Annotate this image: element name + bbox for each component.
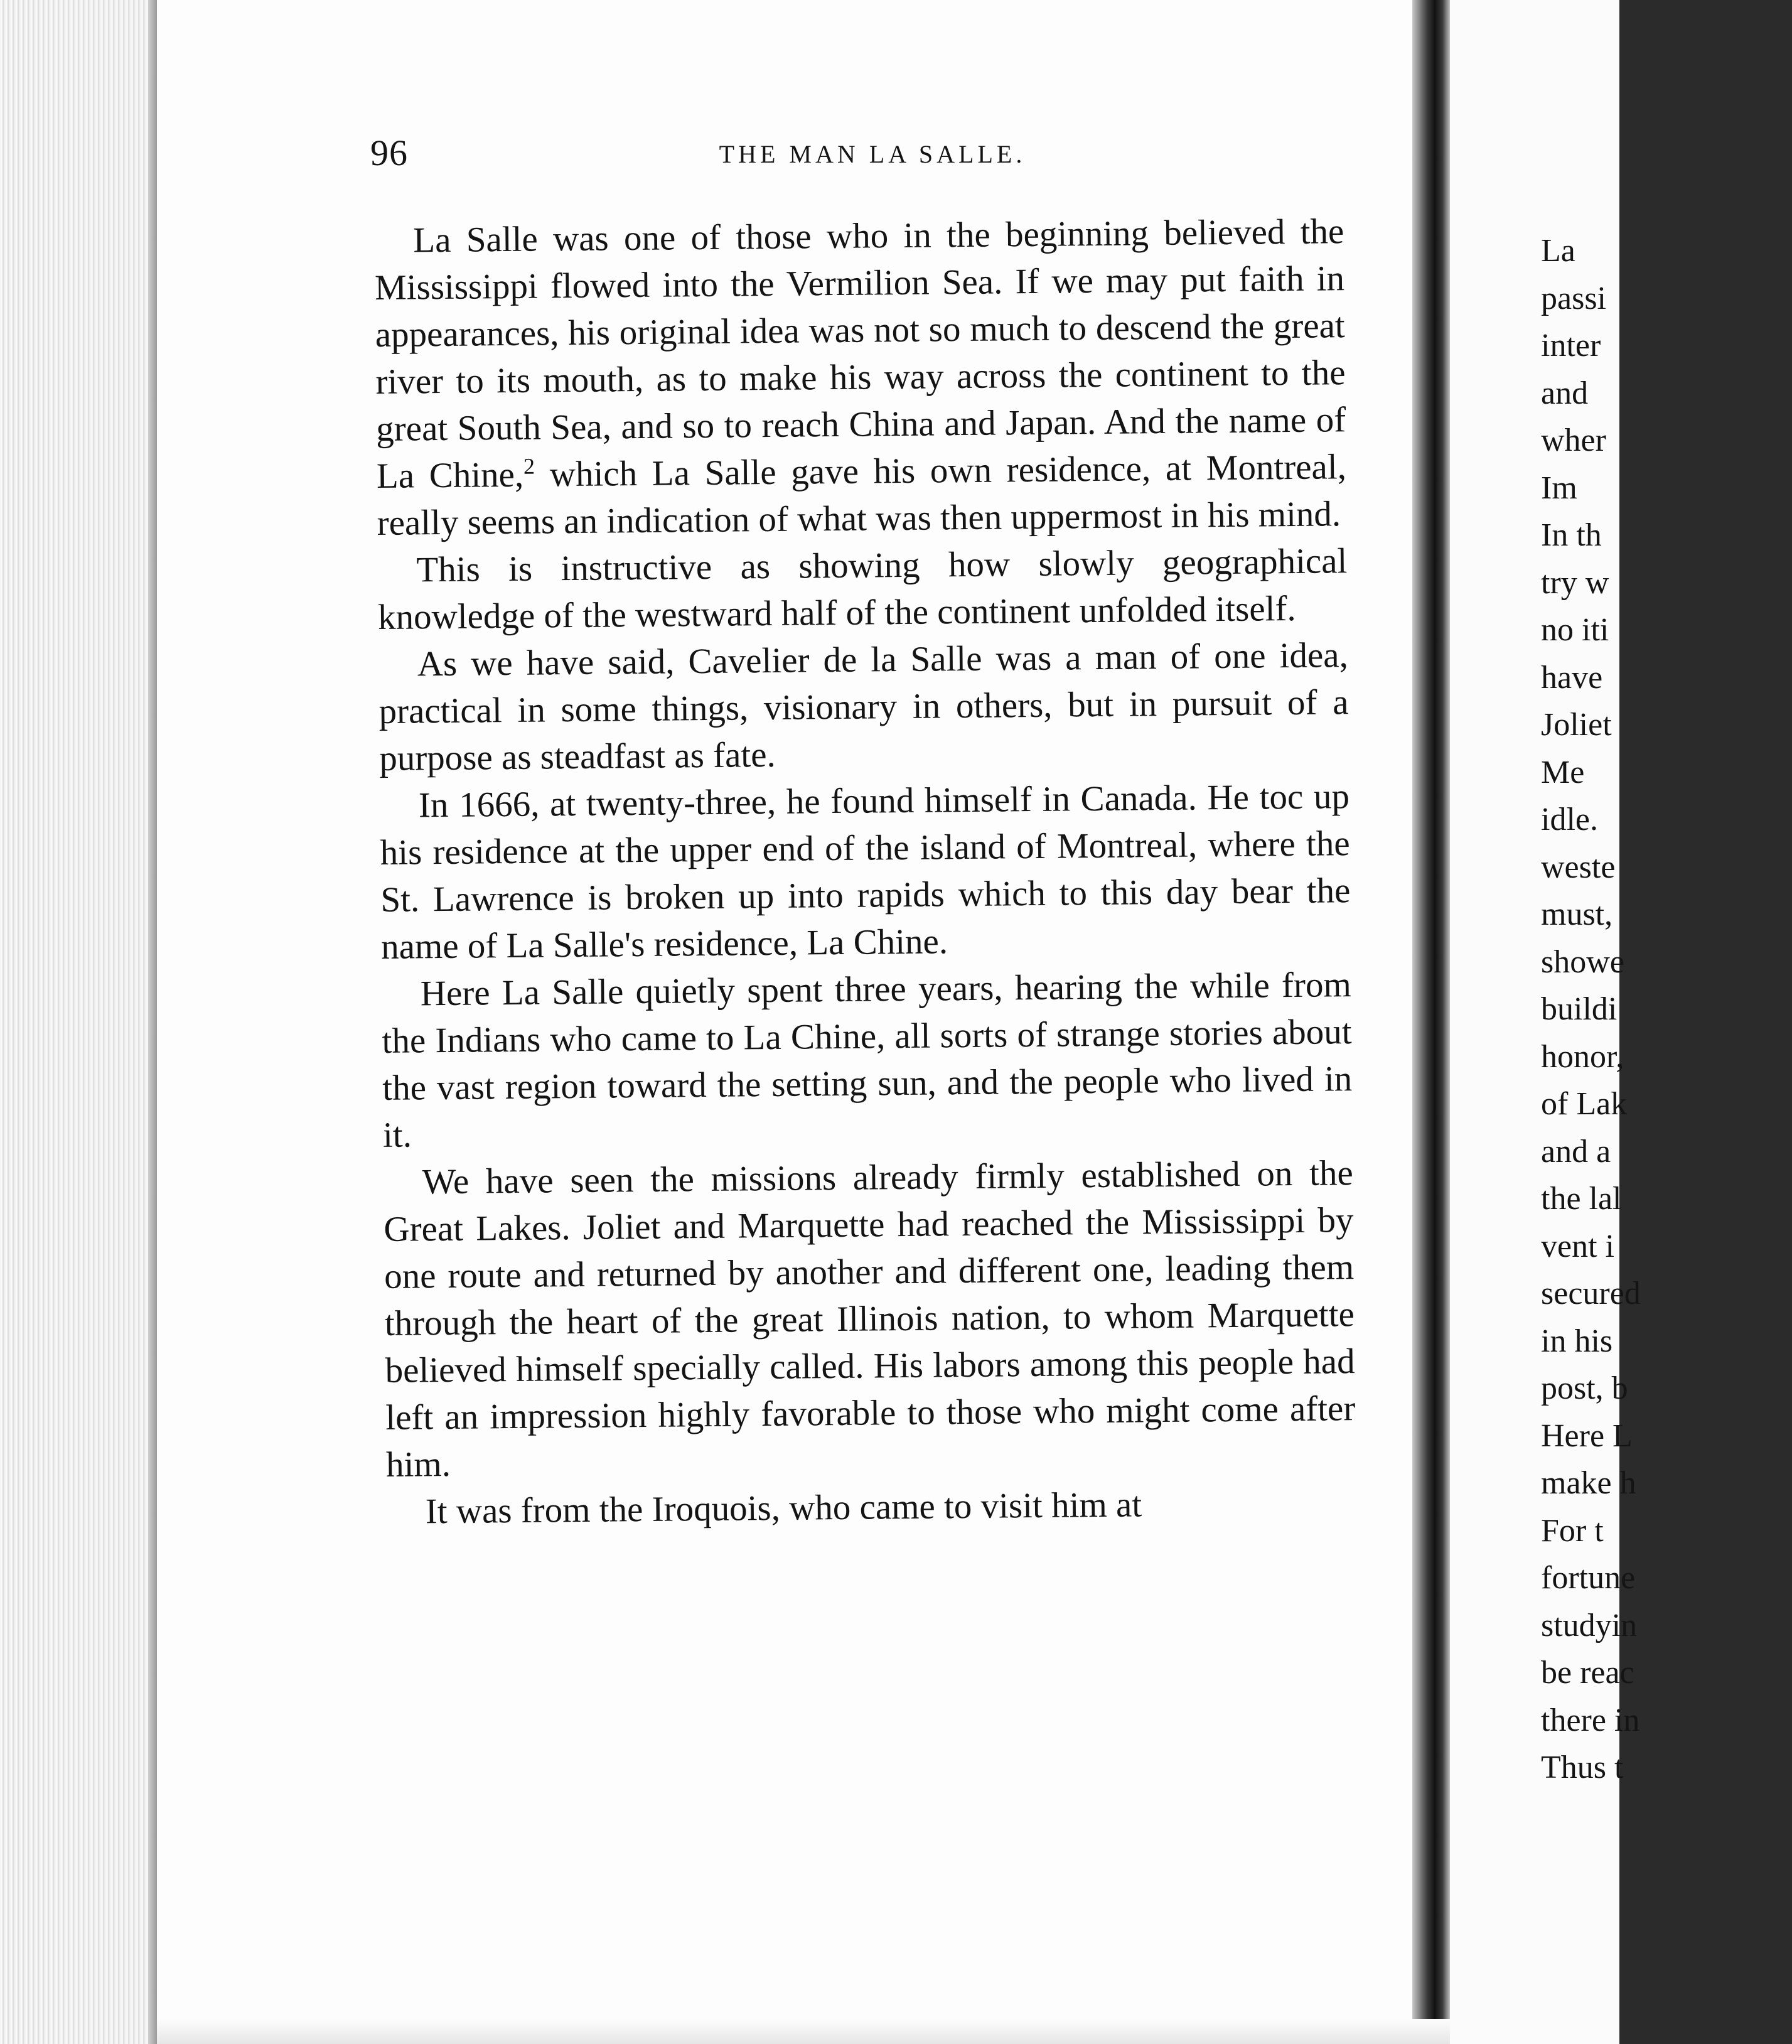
facing-line: studyin xyxy=(1541,1607,1638,1643)
facing-line: and xyxy=(1541,375,1589,411)
facing-line: idle. xyxy=(1541,802,1598,837)
facing-line: make h xyxy=(1541,1465,1636,1501)
facing-line: and a xyxy=(1541,1133,1611,1170)
facing-line: of Lak xyxy=(1541,1086,1628,1122)
facing-line: Im xyxy=(1541,470,1577,506)
facing-line: Joliet xyxy=(1541,707,1612,743)
facing-line: in his xyxy=(1541,1323,1613,1359)
facing-line: In th xyxy=(1541,517,1602,553)
facing-line: Me xyxy=(1541,754,1585,790)
facing-line: the lal xyxy=(1541,1181,1622,1217)
facing-line: weste xyxy=(1541,849,1616,885)
facing-page-text xyxy=(1541,227,1792,1792)
running-title: THE MAN LA SALLE. xyxy=(719,140,1026,168)
facing-line: must, xyxy=(1541,896,1613,932)
paragraph-text: which La Salle gave his own residence, at Montreal, really seems an indication of what was then uppermost in his mind. xyxy=(377,447,1347,543)
facing-line: honor, xyxy=(1541,1038,1624,1075)
paragraph: Here La Salle quietly spent three years, hearing the while from the Indians who came to La Chine, all sorts of strange stories about the vast region toward the setting sun, and the people who lived in it. xyxy=(382,965,1353,1155)
facing-line: there in xyxy=(1541,1702,1640,1738)
facing-line: try w xyxy=(1541,564,1609,601)
book-gutter xyxy=(1412,0,1450,2044)
facing-line: showe xyxy=(1541,944,1624,980)
paragraph: This is instructive as showing how slowly geographical knowledge of the westward half of the continent unfolded itself. xyxy=(377,541,1348,637)
paragraph: We have seen the missions already firmly established on the Great Lakes. Joliet and Marquette had reached the Mississippi by one route and returned by another and different one, leading them through the heart of the great Illinois nation, to whom Marquette believed himself specially called. His labors among this people had left an impression highly favorable to those who might come after him. xyxy=(384,1153,1356,1485)
facing-line: have xyxy=(1541,659,1603,696)
facing-line: Here L xyxy=(1541,1417,1633,1454)
facing-line: vent i xyxy=(1541,1228,1614,1264)
page-number: 96 xyxy=(370,132,408,173)
facing-line: inter xyxy=(1541,328,1601,363)
facing-line: For t xyxy=(1541,1512,1604,1549)
facing-line: no iti xyxy=(1541,612,1609,648)
footnote-marker: 2 xyxy=(523,453,535,479)
page-bottom-edge xyxy=(157,2019,1450,2044)
paragraph: As we have said, Cavelier de la Salle was a man of one idea, practical in some things, visionary in others, but in pursuit of a purpose as steadfast as fate. xyxy=(378,635,1349,778)
facing-line: post, b xyxy=(1541,1370,1628,1406)
running-head xyxy=(370,132,1349,182)
facing-line: La xyxy=(1541,233,1575,269)
paragraph-text: La Salle was one of those who in the beginning believed the Mississippi flowed into the Vermilion Sea. If we may put faith in appearances, his original idea was not so much to descend the great river to its mouth, as to make his way across the continent to the great South Sea, and so to reach China and Japan. And the name of La Chine, xyxy=(374,212,1346,496)
facing-line: buildi xyxy=(1541,991,1618,1027)
facing-line: wher xyxy=(1541,422,1606,458)
facing-line: Thus t xyxy=(1541,1750,1624,1785)
facing-line: secured xyxy=(1541,1276,1641,1311)
facing-line: passi xyxy=(1541,280,1606,316)
paragraph xyxy=(374,208,1347,547)
page-edges xyxy=(0,0,157,2044)
paragraph: It was from the Iroquois, who came to visit him at xyxy=(425,1485,1142,1532)
paragraph: In 1666, at twenty-three, he found himself in Canada. He toc up his residence at the upper end of the island of Montreal, where the St. Lawrence is broken up into rapids which to this day bear the name of La Salle's residence, La Chine. xyxy=(380,777,1351,967)
facing-line: be reac xyxy=(1541,1655,1634,1691)
body-text xyxy=(374,208,1356,1536)
facing-line: fortune xyxy=(1541,1560,1636,1596)
